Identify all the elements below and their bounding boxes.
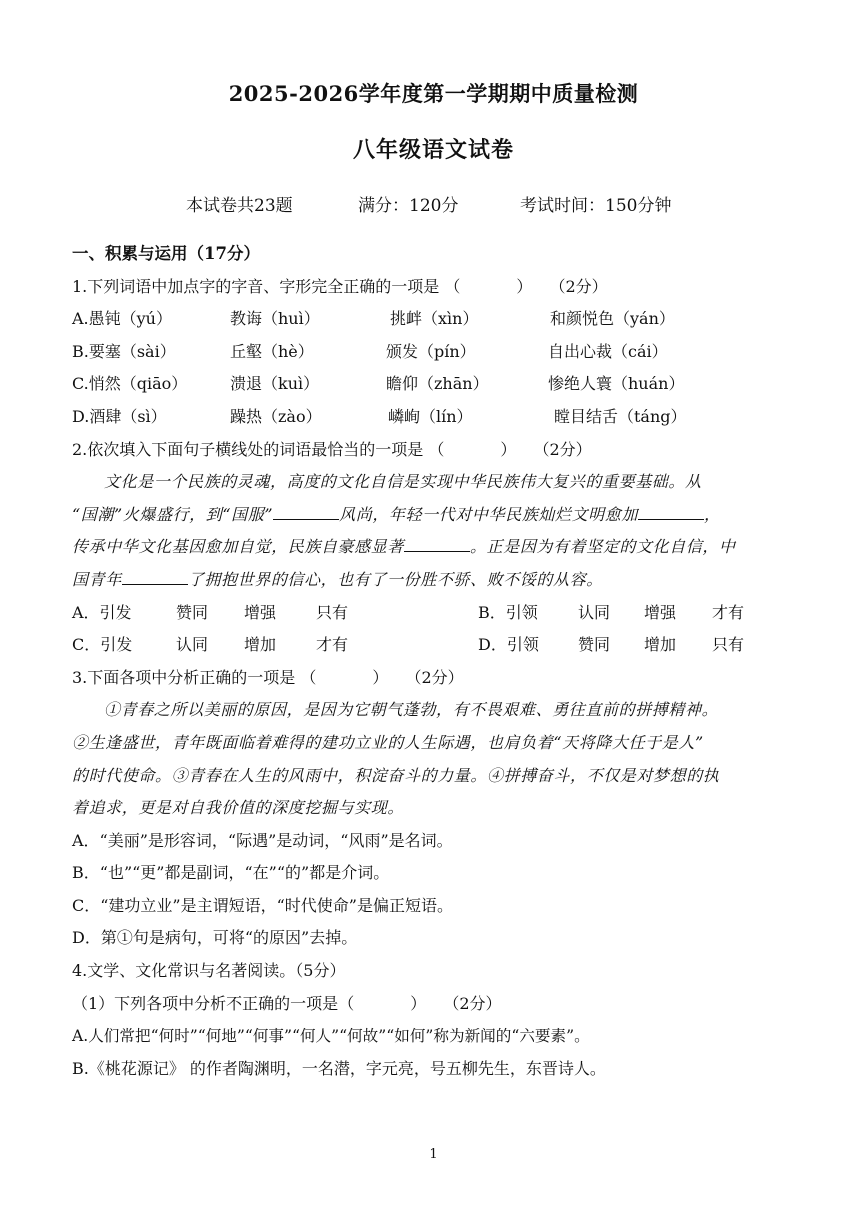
q3-option-a: A．“美丽”是形容词，“际遇”是动词，“风雨”是名词。: [72, 830, 453, 850]
q4-option-a: A.人们常把“何时”“何地”“何事”“何人”“何故”“如何”称为新闻的“六要素”。: [72, 1027, 590, 1046]
q2-option-a-1: A．引发: [72, 602, 132, 622]
q1-option-row-b: [72, 336, 808, 369]
q2-passage-seg-1: “国潮”火爆盛行，到“国服”: [72, 504, 274, 524]
q3-score: （2分）: [405, 667, 464, 687]
q3-paren-right: ）: [372, 667, 389, 687]
total-questions: 本试卷共23题: [186, 196, 293, 216]
q1-option-d-3: 嶙峋（lín）: [388, 406, 473, 426]
q4-paren-right: ）: [410, 993, 427, 1013]
question-2-stem: [72, 434, 808, 467]
section-heading: 一、积累与运用（17分）: [72, 244, 260, 263]
q1-option-c-4: 惨绝人寰（huán）: [548, 374, 685, 394]
q2-option-row-ab: [72, 597, 808, 630]
q2-passage-seg-3: ，: [703, 504, 721, 524]
q2-option-c-3: 增加: [244, 635, 277, 655]
q2-paren-right: ）: [500, 439, 517, 459]
q1-option-a-3: 挑衅（xìn）: [390, 309, 479, 329]
q3-passage-line-4: 着追求，更是对自我价值的深度挖掘与实现。: [72, 798, 405, 818]
q4-sub1-stem: [72, 988, 808, 1021]
q2-option-b-3: 增强: [644, 602, 677, 622]
q2-passage-line-3: [72, 531, 808, 564]
question-4-stem: 4.文学、文化常识与名著阅读。（5分）: [72, 961, 346, 981]
q2-option-c-4: 才有: [316, 635, 349, 655]
q1-option-d-1: D.酒肆（sì）: [72, 406, 167, 426]
question-3-stem: [72, 662, 808, 695]
q4-sub1-text: （1）下列各项中分析不正确的一项是: [72, 993, 339, 1013]
q2-paren-left: （: [428, 439, 445, 459]
q2-option-b-1: B．引领: [478, 602, 538, 622]
q2-blank-1: [273, 503, 339, 520]
exam-subtitle: 八年级语文试卷: [352, 137, 514, 163]
q3-passage-line-1: ①青春之所以美丽的原因，是因为它朝气蓬勃，有不畏艰难、勇往直前的拼搏精神。: [104, 700, 719, 720]
q1-option-c-2: 溃退（kuì）: [230, 374, 320, 394]
q1-option-d-4: 瞠目结舌（táng）: [554, 406, 687, 426]
question-1-stem: [72, 271, 808, 304]
q2-passage-seg-4: 传承中华文化基因愈加自觉，民族自豪感显著: [72, 537, 405, 557]
q2-option-d-2: 赞同: [578, 635, 611, 655]
q4-sub1-score: （2分）: [443, 993, 502, 1013]
q3-passage-line-3: 的时代使命。③青春在人生的风雨中，积淀奋斗的力量。④拼搏奋斗，不仅是对梦想的执: [72, 765, 720, 785]
q2-option-row-cd: [72, 629, 808, 662]
q2-option-d-4: 只有: [712, 635, 745, 655]
q2-blank-3: [404, 535, 470, 552]
q4-option-b: B.《桃花源记》 的作者陶渊明，一名潜，字元亮，号五柳先生，东晋诗人。: [72, 1058, 606, 1078]
q3-option-d: D．第①句是病句，可将“的原因”去掉。: [72, 928, 358, 948]
q1-option-a-2: 教诲（huì）: [230, 309, 320, 329]
q1-option-row-d: [72, 401, 808, 434]
q1-option-c-3: 瞻仰（zhān）: [386, 374, 489, 394]
q1-option-b-4: 自出心裁（cái）: [548, 341, 668, 361]
q2-passage-seg-5: 。正是因为有着坚定的文化自信，中: [470, 537, 736, 557]
q1-option-row-a: [72, 303, 808, 336]
q2-passage-seg-2: 风尚，年轻一代对中华民族灿烂文明愈加: [339, 504, 638, 524]
q2-option-b-4: 才有: [712, 602, 745, 622]
q3-paren-left: （: [300, 667, 317, 687]
q2-passage-seg-6: 国青年: [72, 569, 122, 589]
q1-option-b-1: B.要塞（sài）: [72, 341, 176, 361]
q1-option-b-2: 丘壑（hè）: [230, 341, 314, 361]
q2-option-c-2: 认同: [176, 635, 209, 655]
exam-content: [72, 238, 808, 1085]
q3-option-c: C．“建功立业”是主谓短语，“时代使命”是偏正短语。: [72, 895, 453, 915]
q2-passage-seg-7: 了拥抱世界的信心，也有了一份胜不骄、败不馁的从容。: [187, 569, 603, 589]
q1-option-row-c: [72, 368, 808, 401]
q2-passage-line-1: 文化是一个民族的灵魂，高度的文化自信是实现中华民族伟大复兴的重要基础。从: [104, 472, 702, 492]
q1-option-a-4: 和颜悦色（yán）: [550, 309, 675, 329]
full-score: 满分：120分: [358, 196, 459, 216]
q2-option-a-3: 增强: [244, 602, 277, 622]
q2-score: （2分）: [533, 439, 592, 459]
q3-option-b: B．“也”“更”都是副词，“在”“的”都是介词。: [72, 863, 390, 883]
q1-option-c-1: C.悄然（qiāo）: [72, 374, 188, 394]
q1-option-b-3: 颁发（pín）: [386, 341, 476, 361]
q1-score: （2分）: [549, 276, 608, 296]
q3-passage-line-2: ②生逢盛世，青年既面临着难得的建功立业的人生际遇，也肩负着“天将降大任于是人”: [72, 732, 704, 752]
q2-option-b-2: 认同: [578, 602, 611, 622]
q2-option-d-3: 增加: [644, 635, 677, 655]
q1-paren-right: ）: [516, 276, 533, 296]
exam-meta: [0, 191, 867, 217]
q2-stem-text: 2.依次填入下面句子横线处的词语最恰当的一项是: [72, 439, 424, 459]
q2-option-a-4: 只有: [316, 602, 349, 622]
q1-stem-text: 1.下列词语中加点字的字音、字形完全正确的一项是: [72, 276, 440, 296]
q2-passage-line-4: [72, 564, 808, 597]
exam-title: 2025-2026学年度第一学期期中质量检测: [228, 81, 639, 106]
q2-blank-2: [638, 503, 704, 520]
q2-blank-4: [122, 568, 188, 585]
q1-option-a-1: A.愚钝（yú）: [72, 309, 172, 329]
q4-paren-left: （: [338, 993, 355, 1013]
q2-option-a-2: 赞同: [176, 602, 209, 622]
q1-option-d-2: 躁热（zào）: [230, 406, 322, 426]
q2-option-c-1: C．引发: [72, 635, 133, 655]
q2-option-d-1: D．引领: [478, 635, 539, 655]
q1-paren-left: （: [444, 276, 461, 296]
page-number: 1: [429, 1147, 438, 1162]
q3-stem-text: 3.下面各项中分析正确的一项是: [72, 667, 296, 687]
exam-time: 考试时间：150分钟: [520, 196, 672, 216]
q2-passage-line-2: [72, 499, 808, 532]
